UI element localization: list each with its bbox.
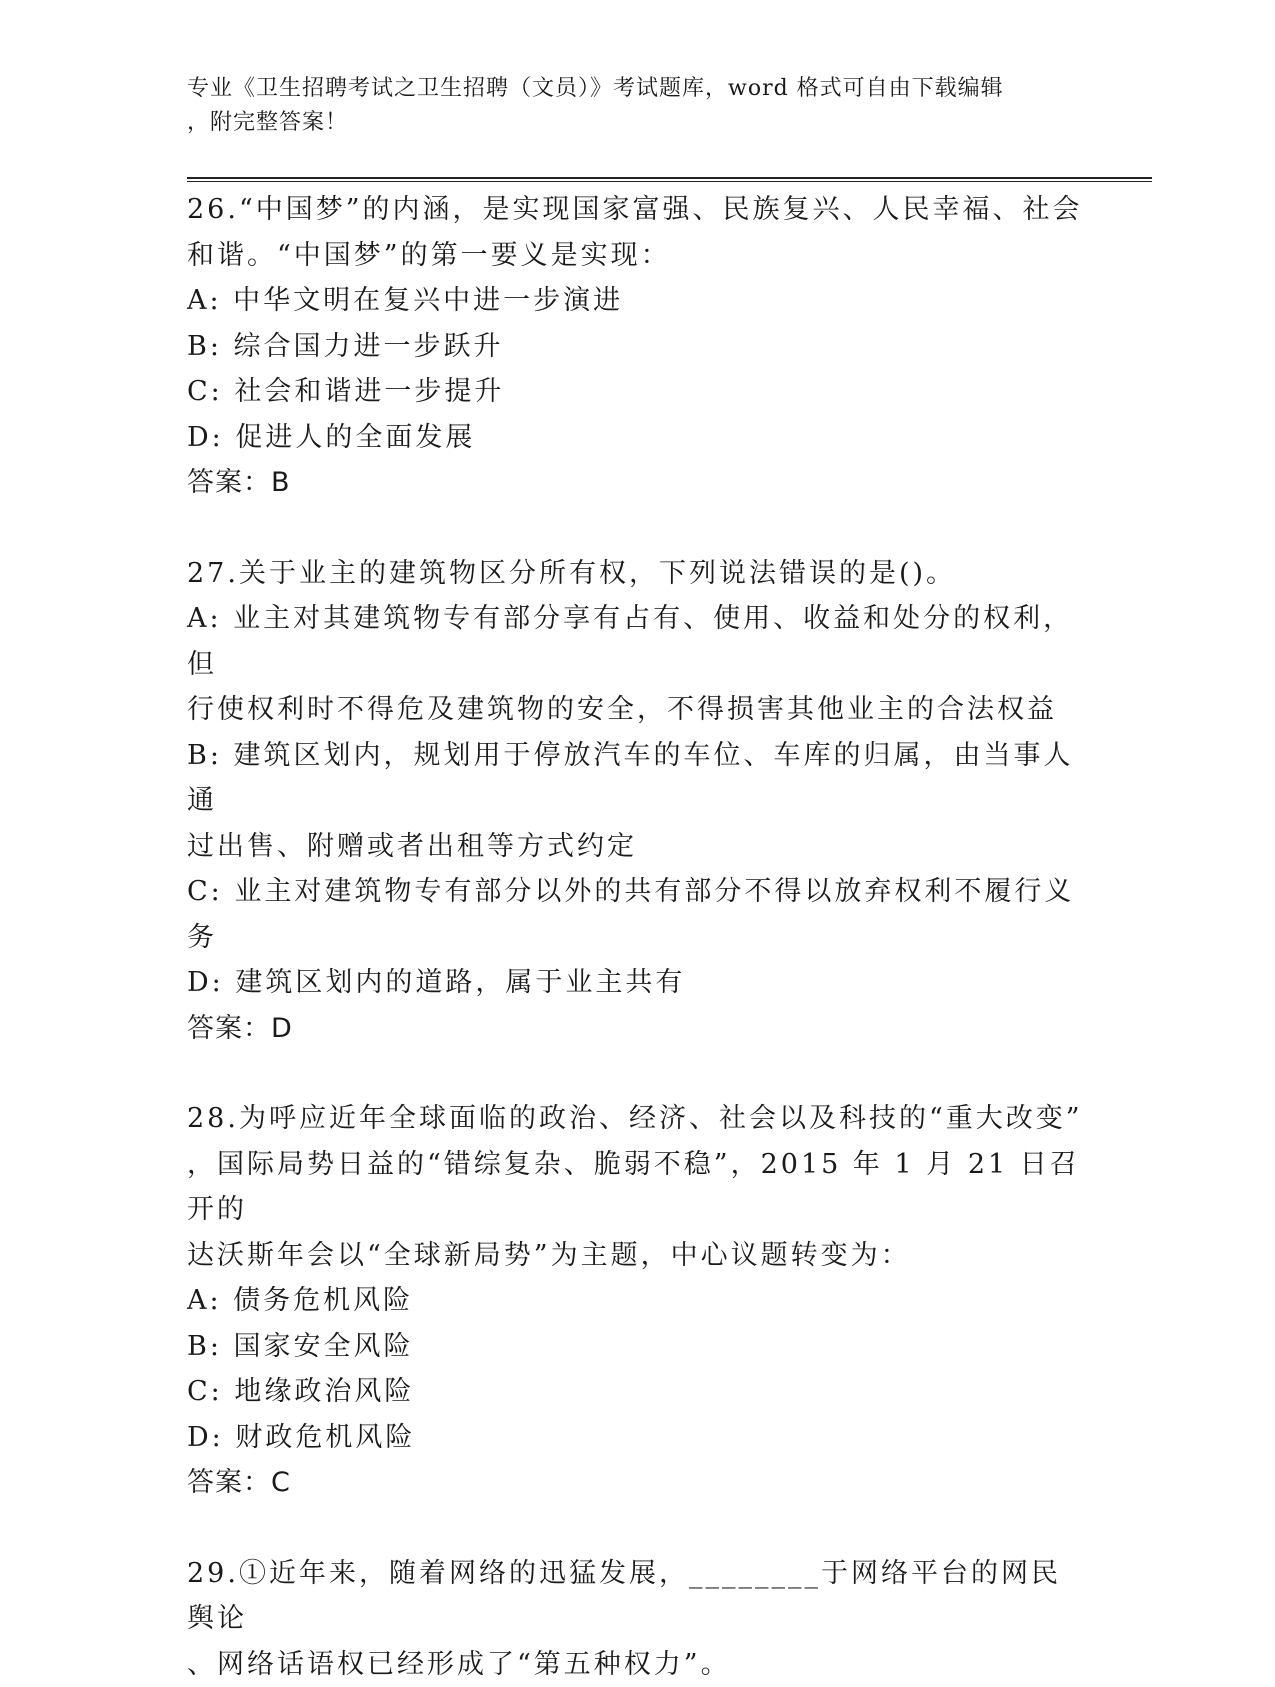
option-line: A: 业主对其建筑物专有部分享有占有、使用、收益和处分的权利，但 <box>187 596 1087 687</box>
option-line: C: 业主对建筑物专有部分以外的共有部分不得以放弃权利不履行义务 <box>187 869 1087 960</box>
question-stem-line: 和谐。“中国梦”的第一要义是实现： <box>187 233 1087 279</box>
question-block <box>187 551 1087 1052</box>
option-line: A: 中华文明在复兴中进一步演进 <box>187 278 1087 324</box>
question-stem-line: ，国际局势日益的“错综复杂、脆弱不稳”，2015 年 1 月 21 日召开的 <box>187 1142 1087 1233</box>
question-list <box>187 187 1087 1687</box>
option-line: D: 建筑区划内的道路，属于业主共有 <box>187 960 1087 1006</box>
question-stem-line: 、网络话语权已经形成了“第五种权力”。 <box>187 1642 1087 1687</box>
option-line: B: 建筑区划内，规划用于停放汽车的车位、车库的归属，由当事人通 <box>187 733 1087 824</box>
question-stem-line: 达沃斯年会以“全球新局势”为主题，中心议题转变为： <box>187 1233 1087 1279</box>
question-stem-line: 26.“中国梦”的内涵，是实现国家富强、民族复兴、人民幸福、社会 <box>187 187 1087 233</box>
document-header <box>187 72 1067 140</box>
option-line: D: 促进人的全面发展 <box>187 415 1087 461</box>
option-line: B: 国家安全风险 <box>187 1324 1087 1370</box>
option-line: A: 债务危机风险 <box>187 1278 1087 1324</box>
question-stem-line: 27.关于业主的建筑物区分所有权，下列说法错误的是()。 <box>187 551 1087 597</box>
question-stem-line: 28.为呼应近年全球面临的政治、经济、社会以及科技的“重大改变” <box>187 1096 1087 1142</box>
header-line-1: 专业《卫生招聘考试之卫生招聘（文员）》考试题库，word 格式可自由下载编辑 <box>187 72 1067 106</box>
option-line: B: 综合国力进一步跃升 <box>187 324 1087 370</box>
option-line: 行使权利时不得危及建筑物的安全，不得损害其他业主的合法权益 <box>187 687 1087 733</box>
question-block <box>187 1096 1087 1506</box>
answer-line: 答案：B <box>187 460 1087 506</box>
question-stem-line: 29.①近年来，随着网络的迅猛发展，________于网络平台的网民舆论 <box>187 1551 1087 1642</box>
option-line: C: 地缘政治风险 <box>187 1369 1087 1415</box>
question-block <box>187 187 1087 506</box>
option-line: C: 社会和谐进一步提升 <box>187 369 1087 415</box>
option-line: 过出售、附赠或者出租等方式约定 <box>187 824 1087 870</box>
header-line-2: ，附完整答案！ <box>187 106 1067 140</box>
option-line: D: 财政危机风险 <box>187 1415 1087 1461</box>
header-divider <box>187 177 1152 182</box>
question-block <box>187 1551 1087 1687</box>
answer-line: 答案：D <box>187 1006 1087 1052</box>
answer-line: 答案：C <box>187 1460 1087 1506</box>
